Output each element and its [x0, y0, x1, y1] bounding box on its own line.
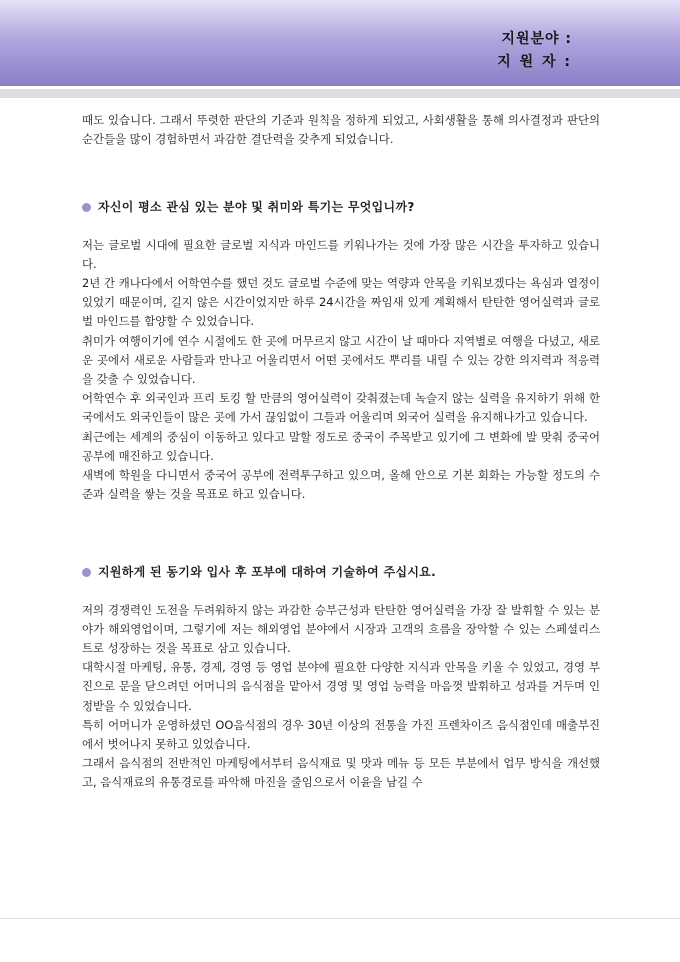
section-title-text: 지원하게 된 동기와 입사 후 포부에 대하여 기술하여 주십시요.: [98, 565, 436, 580]
body-paragraph: 2년 간 캐나다에서 어학연수를 했던 것도 글로벌 수준에 맞는 역량과 안목을 키워보겠다는 욕심과 열정이 있었기 때문이며, 길지 않은 시간이었지만 하루 24시간을 짜임새 있게 계획해서 탄탄한 영어실력과 글로벌 마인드를 함양할 수 있었습니다.: [82, 276, 600, 329]
document-body: [82, 111, 600, 793]
section-title-interests: [82, 198, 600, 217]
application-field-label: 지원분야 :: [501, 31, 572, 47]
body-paragraph: 취미가 여행이기에 연수 시절에도 한 곳에 머무르지 않고 시간이 날 때마다 지역별로 여행을 다녔고, 새로운 곳에서 새로운 사람들과 만나고 어울리면서 어떤 곳에서도 뿌리를 내릴 수 있는 강한 의지력과 적응력을 갖출 수 있었습니다.: [82, 333, 600, 387]
body-paragraph: 저는 글로벌 시대에 필요한 글로벌 지식과 마인드를 키워나가는 것에 가장 많은 시간을 투자하고 있습니다.: [82, 237, 600, 271]
applicant-name-label: 지 원 자 :: [497, 54, 572, 70]
intro-paragraph: 때도 있습니다. 그래서 뚜렷한 판단의 기준과 원칙을 정하게 되었고, 사회생활을 통해 의사결정과 판단의 순간들을 많이 경험하면서 과감한 결단력을 갖추게 되었습니다.: [82, 113, 600, 147]
section-title-motivation: [82, 563, 600, 582]
section-title-text: 자신이 평소 관심 있는 분야 및 취미와 특기는 무엇입니까?: [98, 200, 415, 215]
page-header: [0, 0, 680, 86]
body-paragraph: 저의 경쟁력인 도전을 두려워하지 않는 과감한 승부근성과 탄탄한 영어실력을 가장 잘 발휘할 수 있는 분야가 해외영업이며, 그렇기에 저는 해외영업 분야에서 시장과 고객의 흐름을 장악할 수 있는 스페셜리스트로 성장하는 것을 목표로 삼고 있습니다.: [82, 602, 600, 656]
body-paragraph: 대학시절 마케팅, 유통, 경제, 경영 등 영업 분야에 필요한 다양한 지식과 안목을 키울 수 있었고, 경영 부진으로 문을 닫으려던 어머니의 음식점을 맡아서 경영 및 영업 능력을 마음껏 발휘하고 성과를 거두며 인정받을 수 있었습니다.: [82, 660, 600, 713]
bullet-icon: [82, 568, 91, 577]
body-paragraph: 새벽에 학원을 다니면서 중국어 공부에 전력투구하고 있으며, 올해 안으로 기본 회화는 가능할 정도의 수준과 실력을 쌓는 것을 목표로 하고 있습니다.: [82, 468, 600, 502]
bullet-icon: [82, 203, 91, 212]
header-divider: [0, 89, 680, 98]
body-paragraph: 특히 어머니가 운영하셨던 OO음식점의 경우 30년 이상의 전통을 가진 프렌차이즈 음식점인데 매출부진에서 벗어나지 못하고 있었습니다.: [82, 717, 600, 752]
body-paragraph: 최근에는 세계의 중심이 이동하고 있다고 말할 정도로 중국이 주목받고 있기에 그 변화에 발 맞춰 중국어 공부에 매진하고 있습니다.: [82, 429, 600, 463]
body-paragraph: 어학연수 후 외국인과 프리 토킹 할 만큼의 영어실력이 갖춰졌는데 녹슬지 않는 실력을 유지하기 위해 한국에서도 외국인들이 많은 곳에 가서 끊임없이 그들과 어울리며 외국어 실력을 유지해나가고 있습니다.: [82, 391, 600, 425]
footer-divider: [0, 918, 680, 919]
body-paragraph: 그래서 음식점의 전반적인 마케팅에서부터 음식재료 및 맛과 메뉴 등 모든 부분에서 업무 방식을 개선했고, 음식재료의 유통경로를 파악해 마진을 줄임으로서 이윤을 남길 수: [82, 756, 600, 790]
